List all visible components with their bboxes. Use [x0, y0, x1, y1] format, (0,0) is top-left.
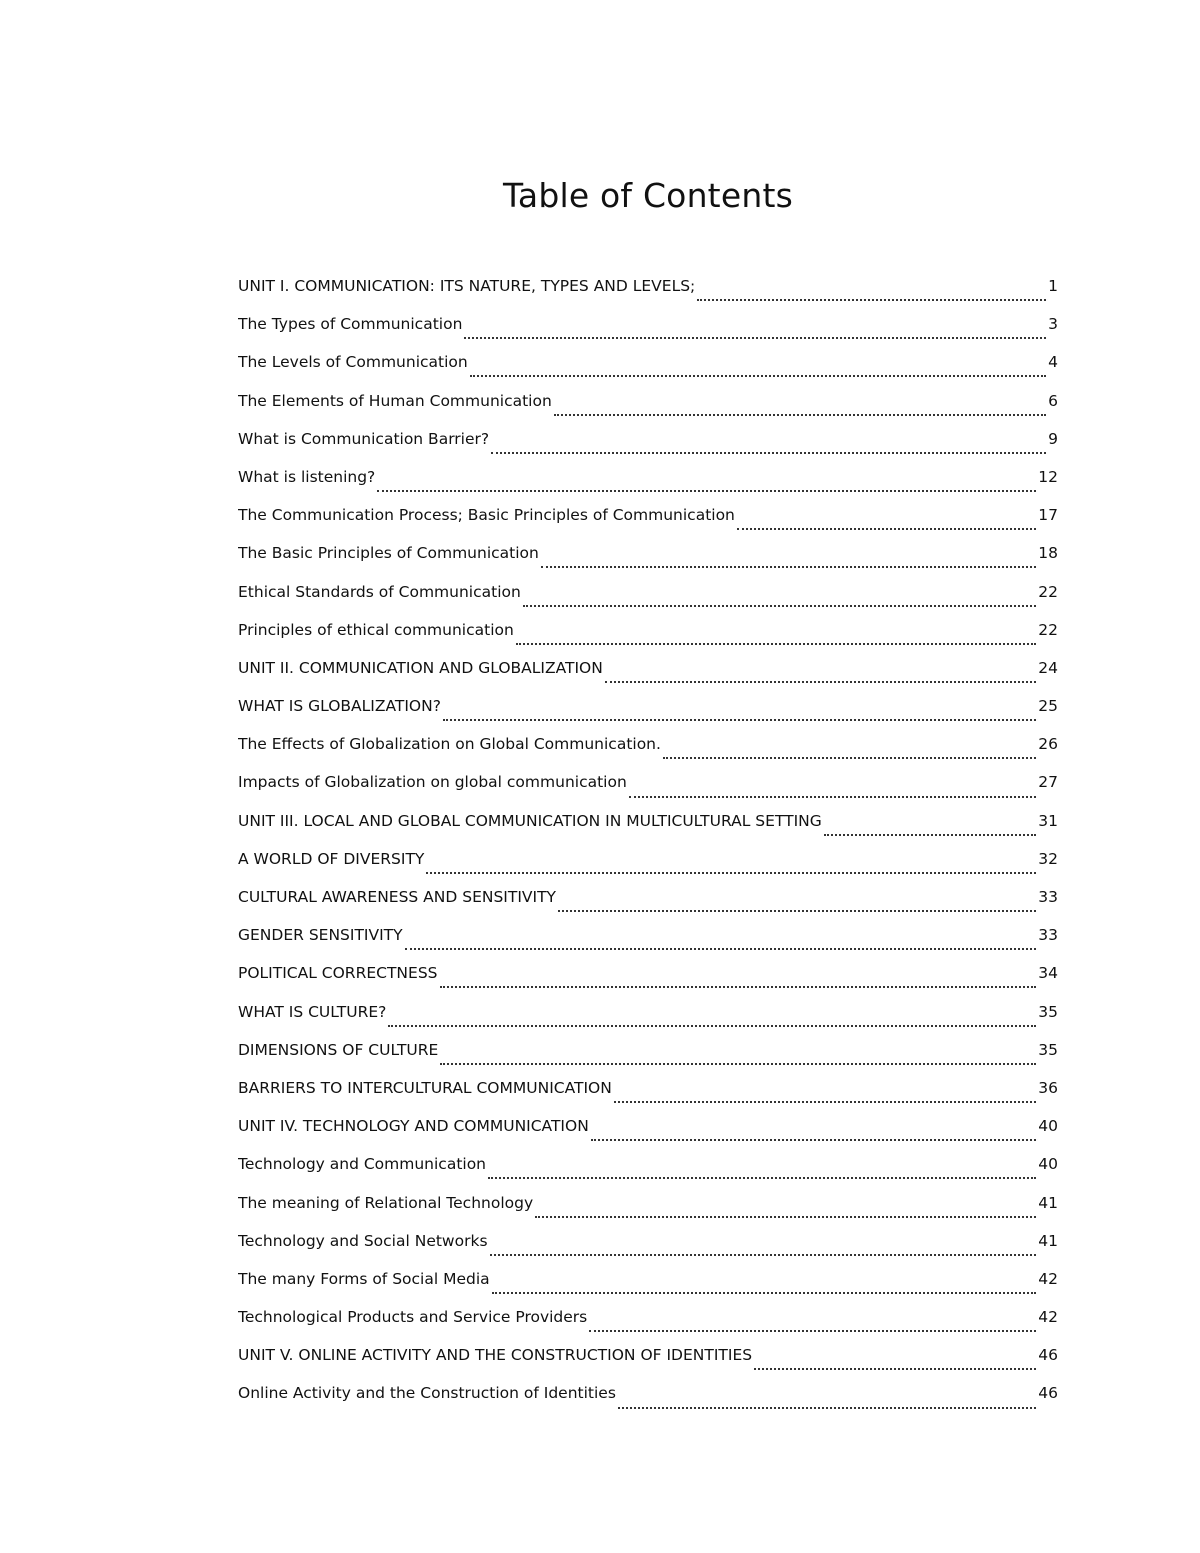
toc-entry-page-number: 6 [1048, 391, 1058, 410]
toc-entry[interactable] [238, 768, 1058, 806]
toc-entry-label: UNIT IV. TECHNOLOGY AND COMMUNICATION [238, 1117, 589, 1136]
toc-entry-page-number: 9 [1048, 429, 1058, 448]
dot-leader [754, 1354, 1036, 1370]
toc-entry-page-number: 31 [1038, 811, 1058, 830]
toc-entry-label: The many Forms of Social Media [238, 1269, 490, 1288]
toc-entry-label: Online Activity and the Construction of Identities [238, 1384, 616, 1403]
toc-entry-page-number: 18 [1038, 544, 1058, 563]
toc-entry[interactable] [238, 348, 1058, 386]
dot-leader [388, 1011, 1036, 1027]
toc-entry-label: Principles of ethical communication [238, 620, 514, 639]
toc-entry[interactable] [238, 1074, 1058, 1112]
toc-entry-page-number: 1 [1048, 277, 1058, 295]
toc-entry-label: The Basic Principles of Communication [238, 544, 539, 563]
toc-entry[interactable] [238, 1189, 1058, 1227]
dot-leader [491, 438, 1046, 454]
dot-leader [554, 400, 1046, 416]
dot-leader [516, 629, 1036, 645]
dot-leader [541, 552, 1036, 568]
toc-entry-page-number: 3 [1048, 315, 1058, 334]
toc-entry-label: Technology and Communication [238, 1155, 487, 1174]
dot-leader [824, 820, 1036, 836]
dot-leader [591, 1125, 1036, 1141]
dot-leader [589, 1316, 1036, 1332]
toc-entry[interactable] [238, 921, 1058, 959]
toc-entry[interactable] [238, 616, 1058, 654]
toc-entry-page-number: 46 [1038, 1346, 1058, 1365]
dot-leader [464, 323, 1046, 339]
toc-entry[interactable] [238, 539, 1058, 577]
toc-entry[interactable] [238, 1227, 1058, 1265]
toc-entry-page-number: 22 [1038, 620, 1058, 639]
toc-entry-page-number: 34 [1038, 964, 1058, 983]
toc-entry[interactable] [238, 1379, 1058, 1417]
toc-entry-label: What is Communication Barrier? [238, 429, 490, 448]
toc-entry-page-number: 22 [1038, 582, 1058, 601]
toc-entry-page-number: 41 [1038, 1231, 1058, 1250]
toc-entry[interactable] [238, 883, 1058, 921]
toc-entry[interactable] [238, 501, 1058, 539]
dot-leader [629, 782, 1036, 798]
toc-entry[interactable] [238, 310, 1058, 348]
toc-entry-page-number: 25 [1038, 697, 1058, 716]
toc-entry[interactable] [238, 807, 1058, 845]
dot-leader [523, 591, 1036, 607]
dot-leader [377, 476, 1036, 492]
toc-entry-page-number: 26 [1038, 735, 1058, 754]
toc-entry-label: The Communication Process; Basic Principles of Communication [238, 506, 735, 525]
dot-leader [618, 1393, 1036, 1409]
toc-entry-label: Technology and Social Networks [238, 1231, 488, 1250]
toc-entry[interactable] [238, 272, 1058, 310]
toc-entry[interactable] [238, 692, 1058, 730]
toc-entry-page-number: 40 [1038, 1117, 1058, 1136]
toc-entry-page-number: 40 [1038, 1155, 1058, 1174]
toc-entry-label: Impacts of Globalization on global communication [238, 773, 627, 792]
toc-entry-label: BARRIERS TO INTERCULTURAL COMMUNICATION [238, 1078, 612, 1097]
dot-leader [440, 972, 1037, 988]
dot-leader [535, 1202, 1036, 1218]
toc-entry-page-number: 12 [1038, 467, 1058, 486]
toc-entry-label: UNIT V. ONLINE ACTIVITY AND THE CONSTRUCTION OF IDENTITIES [238, 1346, 753, 1365]
toc-entry[interactable] [238, 1341, 1058, 1379]
toc-entry[interactable] [238, 959, 1058, 997]
toc-entry-page-number: 42 [1038, 1308, 1058, 1327]
toc-entry[interactable] [238, 1150, 1058, 1188]
toc-entry-page-number: 27 [1038, 773, 1058, 792]
toc-entry-page-number: 24 [1038, 658, 1058, 677]
dot-leader [443, 705, 1036, 721]
toc-entry-page-number: 4 [1048, 353, 1058, 372]
page-title: Table of Contents [503, 176, 793, 215]
toc-entry-page-number: 17 [1038, 506, 1058, 525]
toc-entry-label: Ethical Standards of Communication [238, 582, 521, 601]
toc-entry-label: The Types of Communication [238, 315, 463, 334]
dot-leader [405, 934, 1037, 950]
toc-entry-label: Technological Products and Service Providers [238, 1308, 588, 1327]
dot-leader [614, 1087, 1036, 1103]
toc-entry[interactable] [238, 1112, 1058, 1150]
dot-leader [492, 1278, 1037, 1294]
toc-entry-label: WHAT IS CULTURE? [238, 1002, 387, 1021]
dot-leader [605, 667, 1036, 683]
toc-entry[interactable] [238, 578, 1058, 616]
toc-entry-page-number: 32 [1038, 849, 1058, 868]
toc-entry-label: POLITICAL CORRECTNESS [238, 964, 438, 983]
toc-entry-label: The Elements of Human Communication [238, 391, 552, 410]
toc-list [238, 272, 1058, 1418]
toc-entry[interactable] [238, 1303, 1058, 1341]
toc-entry[interactable] [238, 654, 1058, 692]
toc-entry[interactable] [238, 998, 1058, 1036]
toc-entry-label: The meaning of Relational Technology [238, 1193, 534, 1212]
toc-entry[interactable] [238, 425, 1058, 463]
toc-entry[interactable] [238, 463, 1058, 501]
dot-leader [490, 1240, 1037, 1256]
toc-entry-label: UNIT II. COMMUNICATION AND GLOBALIZATION [238, 658, 603, 677]
toc-entry-label: DIMENSIONS OF CULTURE [238, 1040, 439, 1059]
toc-entry-page-number: 33 [1038, 926, 1058, 945]
dot-leader [558, 896, 1036, 912]
toc-entry-label: WHAT IS GLOBALIZATION? [238, 697, 441, 716]
toc-entry-page-number: 33 [1038, 888, 1058, 906]
dot-leader [470, 361, 1046, 377]
toc-entry[interactable] [238, 845, 1058, 883]
dot-leader [488, 1163, 1036, 1179]
toc-entry-label: A WORLD OF DIVERSITY [238, 849, 425, 868]
toc-entry-page-number: 35 [1038, 1040, 1058, 1059]
toc-entry[interactable] [238, 1036, 1058, 1074]
toc-entry-label: GENDER SENSITIVITY [238, 926, 403, 945]
toc-entry-label: The Levels of Communication [238, 353, 468, 372]
toc-entry-page-number: 41 [1038, 1193, 1058, 1212]
dot-leader [426, 858, 1036, 874]
toc-entry-page-number: 35 [1038, 1002, 1058, 1021]
dot-leader [440, 1049, 1036, 1065]
toc-entry[interactable] [238, 1265, 1058, 1303]
dot-leader [737, 514, 1036, 530]
toc-entry-page-number: 42 [1038, 1269, 1058, 1288]
toc-entry[interactable] [238, 387, 1058, 425]
toc-entry-page-number: 46 [1038, 1384, 1058, 1403]
toc-entry-label: What is listening? [238, 467, 376, 486]
dot-leader [663, 743, 1036, 759]
dot-leader [697, 285, 1046, 301]
toc-entry-label: UNIT III. LOCAL AND GLOBAL COMMUNICATION IN MULTICULTURAL SETTING [238, 811, 822, 830]
toc-entry-label: UNIT I. COMMUNICATION: ITS NATURE, TYPES AND LEVELS; [238, 277, 696, 295]
toc-entry-page-number: 36 [1038, 1078, 1058, 1097]
toc-entry[interactable] [238, 730, 1058, 768]
toc-entry-label: CULTURAL AWARENESS AND SENSITIVITY [238, 888, 557, 906]
toc-entry-label: The Effects of Globalization on Global Communication. [238, 735, 661, 754]
